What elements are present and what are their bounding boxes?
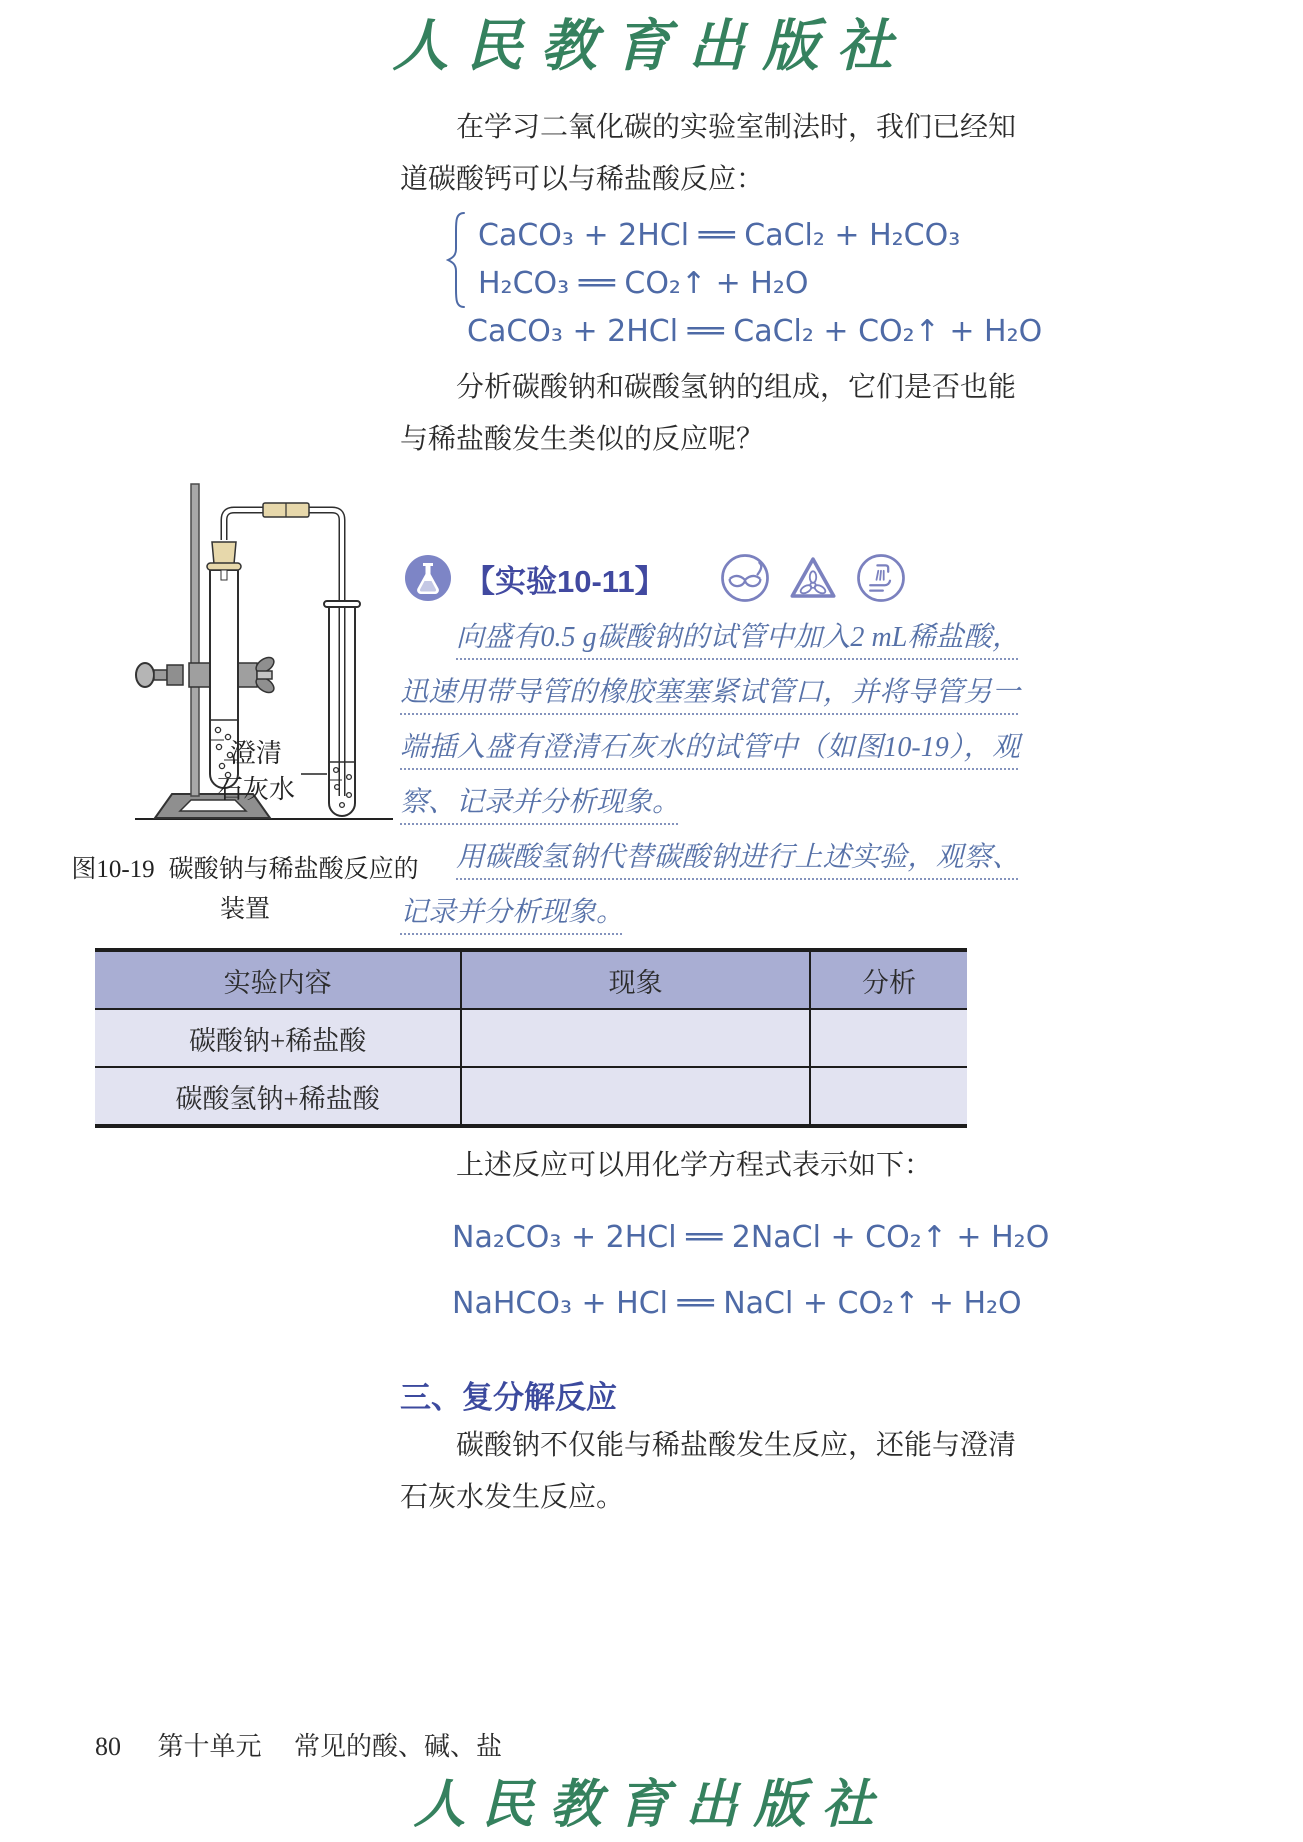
goggles-icon	[718, 551, 772, 605]
section-heading: 三、复分解反应	[400, 1380, 617, 1415]
experiment-step-1: 向盛有0.5 g碳酸钠的试管中加入2 mL稀盐酸，迅速用带导管的橡胶塞塞紧试管口，并将导管另一端插入盛有澄清石灰水的试管中（如图10-19），观察、记录并分析现象。	[400, 622, 1020, 818]
limewater-label: 澄清 石灰水	[216, 739, 295, 804]
publisher-logo-bottom: 人民教育出版社	[413, 1774, 890, 1835]
row2-analysis	[810, 1067, 967, 1126]
section-paragraph: 碳酸钠不仅能与稀盐酸发生反应，还能与澄清石灰水发生反应。	[400, 1430, 1017, 1513]
equation-caco3-hcl: CaCO₃ + 2HCl ══ CaCl₂ + H₂CO₃	[478, 218, 961, 253]
unit-label: 第十单元	[157, 1732, 262, 1761]
figure-title: 碳酸钠与稀盐酸反应的装置	[168, 856, 419, 923]
row2-content: 碳酸氢钠+稀盐酸	[95, 1067, 461, 1126]
table-row	[95, 1067, 967, 1126]
row2-phenomenon	[461, 1067, 810, 1126]
intro-paragraph-2: 分析碳酸钠和碳酸氢钠的组成，它们是否也能与稀盐酸发生类似的反应呢？	[400, 372, 1017, 455]
col-header-content: 实验内容	[95, 950, 461, 1009]
equation-caco3-overall: CaCO₃ + 2HCl ══ CaCl₂ + CO₂↑ + H₂O	[467, 314, 1043, 349]
equation-na2co3-hcl: Na₂CO₃ + 2HCl ══ 2NaCl + CO₂↑ + H₂O	[452, 1220, 1050, 1255]
table-row	[95, 1009, 967, 1067]
experiment-title: 【实验10-11】	[464, 563, 666, 599]
wash-hands-icon	[854, 551, 908, 605]
row1-analysis	[810, 1009, 967, 1067]
equation-h2co3-decompose: H₂CO₃ ══ CO₂↑ + H₂O	[478, 266, 809, 301]
chapter-title: 常见的酸、碱、盐	[294, 1732, 503, 1761]
figure-10-19	[71, 478, 419, 938]
row1-phenomenon	[461, 1009, 810, 1067]
col-header-analysis: 分析	[810, 950, 967, 1009]
equation-group-calcium	[446, 210, 960, 310]
ventilation-icon	[786, 551, 840, 605]
figure-caption	[70, 850, 420, 930]
row1-content: 碳酸钠+稀盐酸	[95, 1009, 461, 1067]
publisher-logo-top: 人民教育出版社	[392, 13, 911, 79]
experiment-results-table	[95, 948, 967, 1128]
intro-paragraph-1: 在学习二氧化碳的实验室制法时，我们已经知道碳酸钙可以与稀盐酸反应：	[400, 112, 1017, 195]
experiment-body	[400, 610, 1020, 940]
figure-number: 图10-19	[71, 856, 155, 883]
page-footer	[95, 1726, 502, 1763]
equation-nahco3-hcl: NaHCO₃ + HCl ══ NaCl + CO₂↑ + H₂O	[452, 1286, 1022, 1321]
page-number: 80	[95, 1732, 121, 1761]
flask-badge-icon	[404, 554, 452, 602]
experiment-step-2: 用碳酸氢钠代替碳酸钠进行上述实验，观察、记录并分析现象。	[400, 842, 1020, 928]
safety-icons	[718, 551, 908, 605]
table-header-row	[95, 950, 967, 1009]
equations-lead-in: 上述反应可以用化学方程式表示如下：	[456, 1150, 933, 1181]
experiment-header	[404, 552, 908, 604]
col-header-phenomenon: 现象	[461, 950, 810, 1009]
left-brace	[446, 210, 466, 310]
